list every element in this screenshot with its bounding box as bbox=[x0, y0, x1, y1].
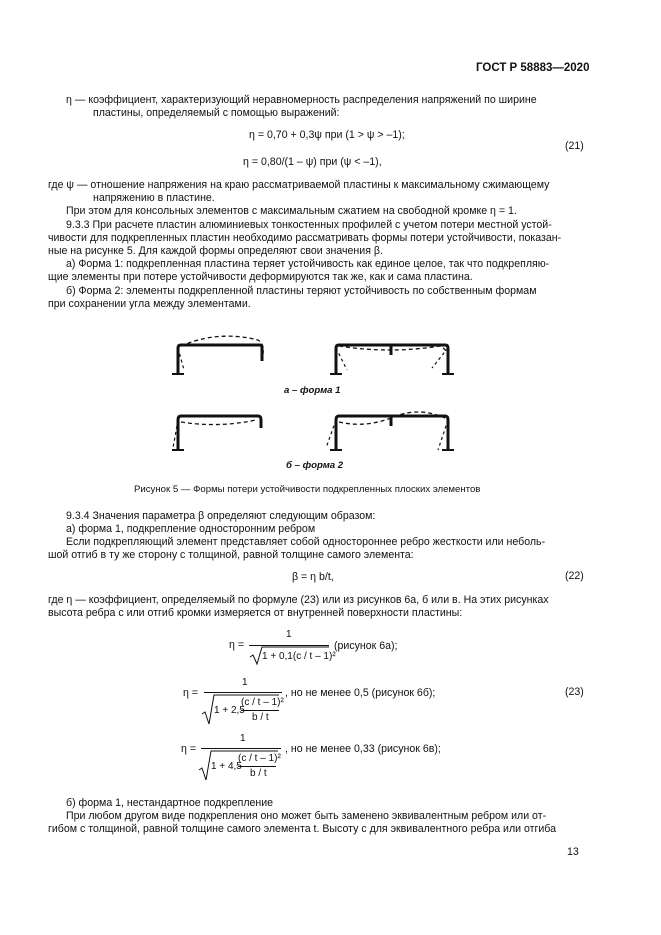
equation-21a: η = 0,70 + 0,3ψ при (1 > ψ > –1); bbox=[249, 129, 405, 141]
eq23c-den-frac-den: b / t bbox=[250, 768, 267, 779]
figure-caption-form2: б – форма 2 bbox=[286, 460, 344, 471]
eq23b-den-coef: 1 + 2,5 bbox=[214, 705, 245, 716]
eq23a-sqrt-sign bbox=[249, 646, 263, 666]
eta-definition-line2: пластины, определяемый с помощью выражений: bbox=[93, 107, 340, 119]
eq23b-den-frac-bar bbox=[241, 710, 279, 711]
form2-left-profile bbox=[172, 416, 261, 450]
form-a-line1: а) Форма 1: подкрепленная пластина теряет устойчивость как единое целое, так что подкрепляю- bbox=[66, 258, 550, 270]
eq23b-eta: η = bbox=[183, 687, 199, 699]
form-b-line1: б) Форма 2: элементы подкрепленной пластины теряют устойчивость по собственным формам bbox=[66, 285, 537, 297]
psi-definition-line2: напряжению в пластине. bbox=[93, 192, 215, 204]
eq23b-den-frac-den: b / t bbox=[252, 712, 269, 723]
para-934-line2: а) форма 1, подкрепление односторонним ребром bbox=[66, 523, 316, 535]
form2-right-profile bbox=[326, 412, 454, 450]
eq23a-note: (рисунок 6а); bbox=[334, 640, 398, 652]
equation-21-number: (21) bbox=[565, 140, 584, 152]
para-b1-line2: При любом другом виде подкрепления оно может быть заменено эквивалентным ребром или от- bbox=[66, 810, 547, 822]
eq23c-numerator: 1 bbox=[240, 733, 246, 744]
eta-definition-line1: η — коэффициент, характеризующий неравномерность распределения напряжений по ширине bbox=[66, 94, 537, 106]
eq23c-den-coef: 1 + 4,5 bbox=[211, 761, 242, 772]
eq23c-den-frac-num: (c / t – 1)² bbox=[238, 753, 281, 764]
para-934-line4: шой отгиб в ту же сторону с толщиной, равной толщине самого элемента: bbox=[48, 549, 414, 561]
para-b1-line3: гибом с толщиной, равной толщине самого элемента t. Высоту c для эквивалентного ребра или отгиба bbox=[48, 823, 557, 835]
equation-22: β = η b/t, bbox=[292, 571, 334, 583]
form1-right-profile bbox=[330, 345, 454, 374]
eta2-definition-line2: высота ребра c или отгиб кромки измеряется от внутренней поверхности пластины: bbox=[48, 607, 463, 619]
form-b-line2: при сохранении угла между элементами. bbox=[48, 298, 251, 310]
para-933-line2: чивости для подкрепленных пластин необходимо рассматривать формы потери устойчивости, показан- bbox=[48, 232, 562, 244]
eq23b-den-frac-num: (c / t – 1)² bbox=[241, 697, 284, 708]
eq23a-eta: η = bbox=[229, 639, 245, 651]
eq23b-numerator: 1 bbox=[242, 677, 248, 688]
para-b1-line1: б) форма 1, нестандартное подкрепление bbox=[66, 797, 274, 809]
eq23c-note: , но не менее 0,33 (рисунок 6в); bbox=[285, 743, 441, 755]
eq23a-numerator: 1 bbox=[286, 629, 292, 640]
doc-code-header: ГОСТ Р 58883—2020 bbox=[476, 62, 590, 74]
page-number: 13 bbox=[567, 846, 579, 858]
figure-caption-form1: а – форма 1 bbox=[284, 385, 341, 396]
form1-left-profile bbox=[172, 336, 263, 374]
figure-5-caption: Рисунок 5 — Формы потери устойчивости подкрепленных плоских элементов bbox=[134, 484, 481, 495]
para-933-line1: 9.3.3 При расчете пластин алюминиевых тонкостенных профилей с учетом потери местной устой- bbox=[66, 219, 552, 231]
eq23c-fraction-bar bbox=[201, 748, 281, 749]
eq23c-eta: η = bbox=[181, 743, 197, 755]
para-934-line3: Если подкрепляющий элемент представляет собой одностороннее ребро жесткости или неболь- bbox=[66, 536, 546, 548]
para-934-line1: 9.3.4 Значения параметра β определяют следующим образом: bbox=[66, 510, 376, 522]
equation-23-number: (23) bbox=[565, 686, 584, 698]
eta2-definition-line1: где η — коэффициент, определяемый по формуле (23) или из рисунков 6а, б или в. На этих рисунках bbox=[48, 594, 549, 606]
eq23b-fraction-bar bbox=[204, 692, 282, 693]
eq23c-den-frac-bar bbox=[238, 766, 276, 767]
eq23a-denominator: 1 + 0,1(c / t – 1)² bbox=[262, 651, 336, 662]
console-paragraph: При этом для консольных элементов с максимальным сжатием на свободной кромке η = 1. bbox=[66, 205, 517, 217]
psi-definition-line1: где ψ — отношение напряжения на краю рассматриваемой пластины к максимальному сжимающему bbox=[48, 179, 550, 191]
eq23b-note: , но не менее 0,5 (рисунок 6б); bbox=[285, 687, 436, 699]
para-933-line3: ные на рисунке 5. Для каждой формы определяют свои значения β. bbox=[48, 245, 383, 257]
equation-21b: η = 0,80/(1 – ψ) при (ψ < –1), bbox=[243, 156, 382, 168]
equation-22-number: (22) bbox=[565, 570, 584, 582]
form-a-line2: щие элементы при потере устойчивости деформируются так же, как и сама пластина. bbox=[48, 271, 473, 283]
